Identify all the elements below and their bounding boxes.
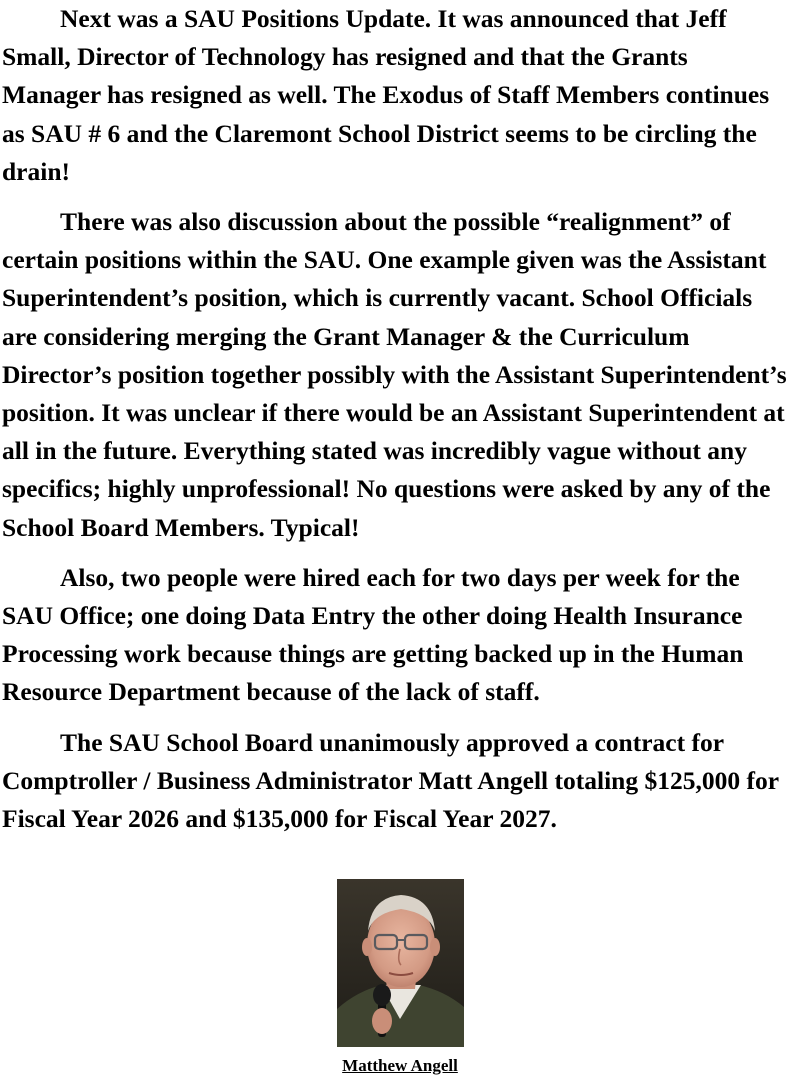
paragraph-realignment: There was also discussion about the possible “realignment” of certain positions within the SAU. One example given was the Assistant Superintendent’s position, which is currently vacant. School Officials are considering merging the Grant Manager & the Curriculum Director’s position together possibly with the Assistant Superintendent’s position. It was unclear if there would be an Assistant Superintendent at all in the future. Everything stated was incredibly vague without any specifics; highly unprofessional! No questions were asked by any of the School Board Members. Typical! (2, 207, 787, 542)
portrait-photo (337, 879, 464, 1047)
paragraph-hiring: Also, two people were hired each for two days per week for the SAU Office; one doing Data Entry the other doing Health Insurance Processing work because things are getting backed up in the Human Resource Department because of the lack of staff. (2, 562, 744, 707)
paragraph-contract: The SAU School Board unanimously approved a contract for Comptroller / Business Administrator Matt Angell totaling $125,000 for Fiscal Year 2026 and $135,000 for Fiscal Year 2027. (2, 727, 779, 834)
article-body (2, 0, 790, 850)
photo-caption: Matthew Angell (342, 1056, 458, 1075)
paragraph-positions-update: Next was a SAU Positions Update. It was announced that Jeff Small, Director of Technology has resigned and that the Grants Manager has resigned as well. The Exodus of Staff Members continues as SAU # 6 and the Claremont School District seems to be circling the drain! (2, 4, 770, 186)
